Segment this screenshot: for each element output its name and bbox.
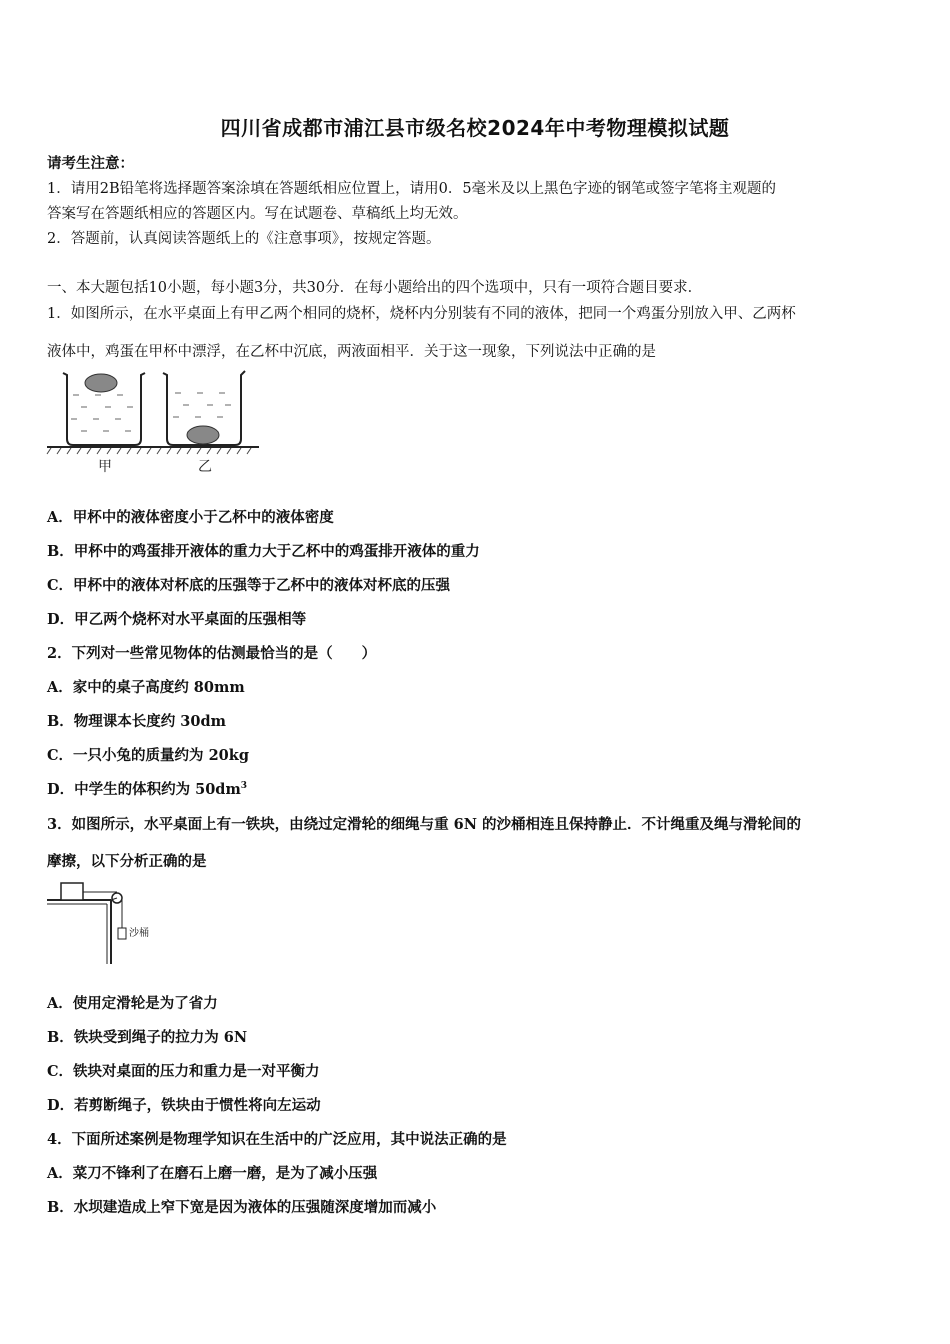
q3-option-a: A．使用定滑轮是为了省力 <box>47 995 218 1012</box>
q4-option-a: A．菜刀不锋利了在磨石上磨一磨，是为了减小压强 <box>47 1165 378 1182</box>
beaker-label-left: 甲 <box>98 459 112 475</box>
q1-stem-line-2: 液体中，鸡蛋在甲杯中漂浮，在乙杯中沉底，两液面相平．关于这一现象，下列说法中正确的是 <box>47 344 656 360</box>
sand-bucket-label: 沙桶 <box>129 928 149 939</box>
q2-option-d-text: D．中学生的体积约为 50dm <box>47 781 241 798</box>
q2-option-d-superscript: 3 <box>240 781 248 792</box>
q1-option-b: B．甲杯中的鸡蛋排开液体的重力大于乙杯中的鸡蛋排开液体的重力 <box>47 543 480 560</box>
q4-option-b: B．水坝建造成上窄下宽是因为液体的压强随深度增加而减小 <box>47 1199 437 1216</box>
q3-option-b: B．铁块受到绳子的拉力为 6N <box>47 1029 248 1046</box>
q2-option-c: C．一只小兔的质量约为 20kg <box>47 747 249 764</box>
q3-stem-line-2: 摩擦，以下分析正确的是 <box>47 853 207 870</box>
q1-option-d: D．甲乙两个烧杯对水平桌面的压强相等 <box>47 611 307 628</box>
beaker-label-right: 乙 <box>198 459 212 475</box>
q4-stem: 4．下面所述案例是物理学知识在生活中的广泛应用，其中说法正确的是 <box>47 1131 507 1148</box>
beakers-figure <box>45 365 265 477</box>
q1-stem-line-1: 1．如图所示，在水平桌面上有甲乙两个相同的烧杯，烧杯内分别装有不同的液体，把同一个鸡蛋分别放入甲、乙两杯 <box>47 306 796 322</box>
pulley-figure <box>45 878 165 968</box>
q3-option-d: D．若剪断绳子，铁块由于惯性将向左运动 <box>47 1097 321 1114</box>
q2-option-b: B．物理课本长度约 30dm <box>47 713 226 730</box>
notice-item-2: 2．答题前，认真阅读答题纸上的《注意事项》，按规定答题。 <box>47 231 441 247</box>
notice-item-1-line-1: 1．请用2B铅笔将选择题答案涂填在答题纸相应位置上，请用0．5毫米及以上黑色字迹的钢笔或签字笔将主观题的 <box>47 181 777 197</box>
q1-option-c: C．甲杯中的液体对杯底的压强等于乙杯中的液体对杯底的压强 <box>47 577 451 594</box>
page-title: 四川省成都市浦江县市级名校2024年中考物理模拟试题 <box>220 116 730 140</box>
q1-option-a: A．甲杯中的液体密度小于乙杯中的液体密度 <box>47 509 334 526</box>
q3-option-c: C．铁块对桌面的压力和重力是一对平衡力 <box>47 1063 320 1080</box>
section-heading: 一、本大题包括10小题，每小题3分，共30分．在每小题给出的四个选项中，只有一项符合题目要求． <box>47 280 703 296</box>
q3-stem-line-1: 3．如图所示，水平桌面上有一铁块，由绕过定滑轮的细绳与重 6N 的沙桶相连且保持静止．不计绳重及绳与滑轮间的 <box>47 816 802 833</box>
q2-option-a: A．家中的桌子高度约 80mm <box>47 679 245 696</box>
q2-stem: 2．下列对一些常见物体的估测最恰当的是（ ） <box>47 645 377 662</box>
q2-option-d <box>47 778 247 799</box>
notice-item-1-line-2: 答案写在答题纸相应的答题区内。写在试题卷、草稿纸上均无效。 <box>47 206 468 222</box>
notice-heading: 请考生注意： <box>47 155 134 172</box>
